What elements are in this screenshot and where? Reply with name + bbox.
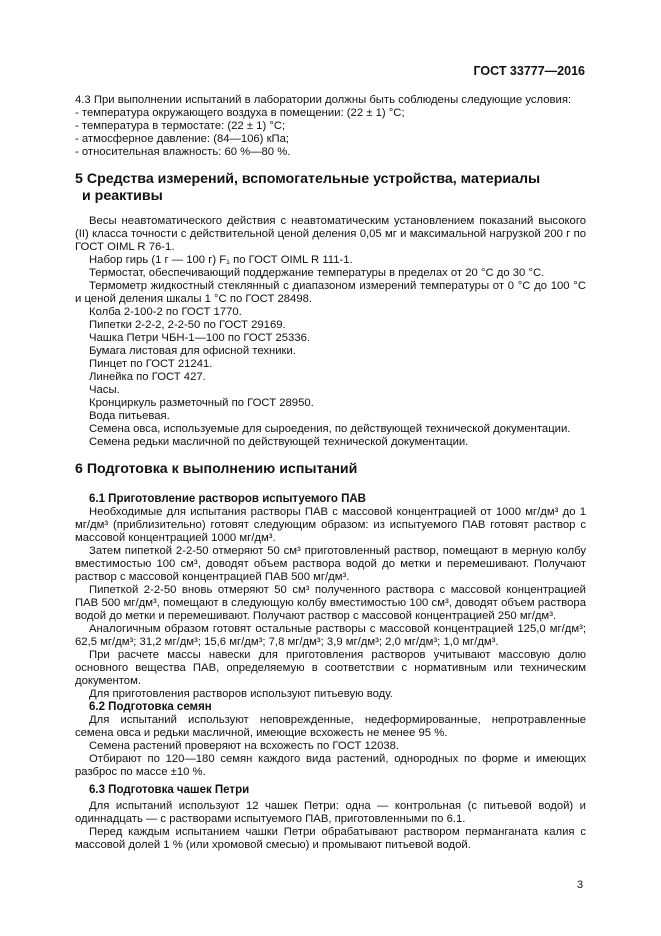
paragraph: Термометр жидкостный стеклянный с диапазоном измерений температуры от 0 °С до 100 °С и ценой деления шкалы 1 °С по ГОСТ 28498.	[75, 280, 586, 305]
heading-line: 5 Средства измерений, вспомогательные устройства, материалы	[75, 171, 541, 187]
list-item: - температура в термостате: (22 ± 1) °С;	[75, 120, 286, 132]
paragraph: Весы неавтоматического действия с неавтоматическим установлением показаний высокого (II) класса точности с действительной ценой деления 0,05 мг и максимальной нагрузкой 200 г по ГОСТ OIML R 76-1.	[75, 215, 586, 253]
paragraph: Вода питьевая.	[89, 410, 170, 422]
section-5-heading	[75, 171, 586, 205]
paragraph: Колба 2-100-2 по ГОСТ 1770.	[89, 306, 242, 318]
paragraph: При расчете массы навески для приготовления растворов учитывают массовую долю основного вещества ПАВ, определяемую в соответствии с нормативным или техническим документом.	[75, 649, 586, 687]
paragraph: Чашка Петри ЧБН-1—100 по ГОСТ 25336.	[89, 332, 311, 344]
section-5-body	[75, 215, 586, 449]
paragraph: Линейка по ГОСТ 427.	[89, 371, 206, 383]
subheading-6-1: 6.1 Приготовление растворов испытуемого ПАВ	[89, 493, 366, 505]
paragraph: Пинцет по ГОСТ 21241.	[89, 358, 213, 370]
heading: 6 Подготовка к выполнению испытаний	[75, 461, 358, 477]
list-item: - относительная влажность: 60 %—80 %.	[75, 146, 291, 158]
section-6-body	[75, 493, 586, 852]
paragraph: Затем пипеткой 2-2-50 отмеряют 50 см³ приготовленный раствор, помещают в мерную колбу вместимостью 100 см³, доводят объем раствора водой до метки и перемешивают. Получают раствор с массовой концентрацией ПАВ 500 мг/дм³.	[75, 545, 586, 583]
paragraph: Пипетки 2-2-2, 2-2-50 по ГОСТ 29169.	[89, 319, 286, 331]
paragraph: Термостат, обеспечивающий поддержание температуры в пределах от 20 °С до 30 °С.	[89, 267, 545, 279]
paragraph: Семена редьки масличной по действующей технической документации.	[89, 436, 469, 448]
paragraph: Семена овса, используемые для сыроедения, по действующей технической документации.	[89, 423, 571, 435]
section-6-heading	[75, 461, 586, 478]
paragraph: Кронциркуль разметочный по ГОСТ 28950.	[89, 397, 314, 409]
page-number: 3	[577, 879, 584, 891]
clause-intro: 4.3 При выполнении испытаний в лаборатории должны быть соблюдены следующие условия:	[75, 94, 572, 106]
paragraph: Аналогичным образом готовят остальные растворы с массовой концентрацией 125,0 мг/дм³; 62,5 мг/дм³; 31,2 мг/дм³; 15,6 мг/дм³; 7,8 мг/дм³; 3,9 мг/дм³; 2,0 мг/дм³; 1,0 мг/дм³.	[75, 623, 586, 648]
paragraph: Для приготовления растворов используют питьевую воду.	[89, 688, 393, 700]
list-item: - атмосферное давление: (84—106) кПа;	[75, 133, 290, 145]
paragraph: Необходимые для испытания растворы ПАВ с массовой концентрацией от 1000 мг/дм³ до 1 мг/дм³ (приблизительно) готовят следующим образом: из испытуемого ПАВ готовят раствор с массовой концентрацией 1000 мг/дм³.	[75, 506, 586, 544]
paragraph: Для испытаний используют 12 чашек Петри: одна — контрольная (с питьевой водой) и одиннадцать — с растворами испытуемого ПАВ, приготовленными по 6.1.	[75, 800, 586, 825]
paragraph: Для испытаний используют неповрежденные, недеформированные, непротравленные семена овса и редьки масличной, имеющие всхожесть не менее 95 %.	[75, 714, 586, 739]
list-item: - температура окружающего воздуха в помещении: (22 ± 1) °С;	[75, 107, 405, 119]
paragraph: Перед каждым испытанием чашки Петри обрабатывают раствором перманганата калия с массовой долей 1 % (или хромовой смесью) и промывают питьевой водой.	[75, 826, 586, 851]
document-code: ГОСТ 33777—2016	[473, 64, 585, 78]
paragraph: Отбирают по 120—180 семян каждого вида растений, однородных по форме и имеющих разброс по массе ±10 %.	[75, 753, 586, 778]
paragraph: Набор гирь (1 г — 100 г) F₁ по ГОСТ OIML R 111-1.	[89, 254, 353, 266]
paragraph: Часы.	[89, 384, 120, 396]
heading-line: и реактивы	[82, 188, 163, 204]
subheading-6-2: 6.2 Подготовка семян	[89, 701, 212, 713]
subheading-6-3: 6.3 Подготовка чашек Петри	[89, 784, 250, 796]
paragraph: Бумага листовая для офисной техники.	[89, 345, 296, 357]
paragraph: Пипеткой 2-2-50 вновь отмеряют 50 см³ полученного раствора с массовой концентрацией ПАВ 500 мг/дм³, помещают в следующую колбу вместимостью 100 см³, доводят объем раствора водой до метки и перемешивают. Получают раствор с массовой концентрацией 250 мг/дм³.	[75, 584, 586, 622]
section-4-3	[75, 94, 586, 159]
paragraph: Семена растений проверяют на всхожесть по ГОСТ 12038.	[89, 740, 400, 752]
